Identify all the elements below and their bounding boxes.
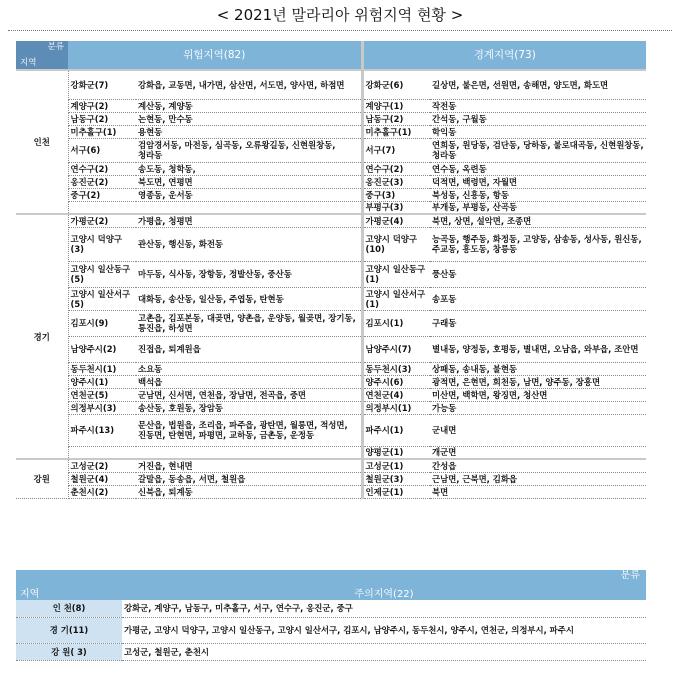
risk-table-row (16, 227, 646, 261)
risk-areas: 송산동, 호원동, 장암동 (136, 401, 362, 414)
risk-table-row (16, 188, 646, 201)
risk-areas (136, 201, 362, 214)
caution-corner-top: 분류 (620, 570, 640, 581)
warning-county: 양주시(6) (362, 375, 430, 388)
risk-county: 강화군(7) (68, 70, 136, 99)
risk-county: 철원군(4) (68, 472, 136, 485)
risk-county (68, 446, 136, 459)
warning-county: 미추홀구(1) (362, 125, 430, 138)
risk-areas: 소요동 (136, 362, 362, 375)
warning-county: 강화군(6) (362, 70, 430, 99)
risk-areas: 용현동 (136, 125, 362, 138)
risk-county: 옹진군(2) (68, 175, 136, 188)
risk-table-row (16, 201, 646, 214)
risk-county (68, 201, 136, 214)
caution-areas: 고성군, 철원군, 춘천시 (122, 643, 646, 660)
warning-areas: 길상면, 불은면, 선원면, 송해면, 양도면, 화도면 (430, 70, 646, 99)
risk-areas: 북도면, 연평면 (136, 175, 362, 188)
warning-county: 부평구(3) (362, 201, 430, 214)
risk-areas: 송도동, 청학동, (136, 162, 362, 175)
risk-table-row (16, 214, 646, 227)
warning-county: 가평군(4) (362, 214, 430, 227)
risk-county: 파주시(13) (68, 414, 136, 446)
risk-table-header (16, 41, 646, 70)
risk-areas: 거진읍, 현내면 (136, 459, 362, 472)
risk-table-body (16, 41, 646, 498)
caution-areas: 가평군, 고양시 덕양구, 고양시 일산동구, 고양시 일산서구, 김포시, 남양주시, 동두천시, 양주시, 연천군, 의정부시, 파주시 (122, 617, 646, 643)
warning-areas: 북면, 상면, 설악면, 조종면 (430, 214, 646, 227)
warning-header: 경계지역(73) (362, 41, 646, 70)
risk-areas: 계산동, 계양동 (136, 99, 362, 112)
risk-areas: 가평읍, 청평면 (136, 214, 362, 227)
risk-table-row (16, 138, 646, 162)
warning-areas: 북면 (430, 485, 646, 498)
warning-county: 연수구(2) (362, 162, 430, 175)
risk-county: 계양구(2) (68, 99, 136, 112)
warning-areas: 상패동, 송내동, 불현동 (430, 362, 646, 375)
warning-county: 양평군(1) (362, 446, 430, 459)
risk-county: 고양시 일산동구(5) (68, 261, 136, 287)
warning-areas: 간성읍 (430, 459, 646, 472)
risk-areas: 군남면, 신서면, 연천읍, 장남면, 전곡읍, 중면 (136, 388, 362, 401)
warning-county: 고성군(1) (362, 459, 430, 472)
warning-areas: 가능동 (430, 401, 646, 414)
risk-areas: 강화읍, 교동면, 내가면, 삼산면, 서도면, 양사면, 하점면 (136, 70, 362, 99)
caution-table-body (16, 570, 646, 660)
risk-county: 남양주시(2) (68, 336, 136, 362)
caution-region: 경 기(11) (16, 617, 122, 643)
risk-county: 미추홀구(1) (68, 125, 136, 138)
risk-areas: 문산읍, 법원읍, 조리읍, 파주읍, 광탄면, 월롱면, 적성면, 진동면, 탄현면, 파평면, 교하동, 금촌동, 운정동 (136, 414, 362, 446)
risk-table-row (16, 125, 646, 138)
warning-county: 계양구(1) (362, 99, 430, 112)
warning-areas: 송포동 (430, 287, 646, 310)
warning-areas: 광적면, 은현면, 회천동, 남면, 양주동, 장흥면 (430, 375, 646, 388)
caution-table-row (16, 617, 646, 643)
risk-county: 가평군(2) (68, 214, 136, 227)
risk-table-row (16, 99, 646, 112)
risk-table-row (16, 446, 646, 459)
warning-county: 동두천시(3) (362, 362, 430, 375)
risk-county: 의정부시(3) (68, 401, 136, 414)
warning-areas: 북성동, 신흥동, 항동 (430, 188, 646, 201)
corner-bottom-label: 지역 (20, 58, 37, 68)
risk-table-row (16, 362, 646, 375)
risk-table (16, 41, 646, 499)
warning-county: 파주시(1) (362, 414, 430, 446)
warning-areas: 구래동 (430, 310, 646, 336)
warning-areas: 미산면, 백학면, 왕징면, 청산면 (430, 388, 646, 401)
risk-header: 위험지역(82) (183, 49, 246, 61)
risk-county: 연천군(5) (68, 388, 136, 401)
risk-county: 중구(2) (68, 188, 136, 201)
caution-region: 강 원( 3) (16, 643, 122, 660)
warning-areas: 능곡동, 행주동, 화정동, 고양동, 삼송동, 성사동, 원신동, 주교동, 흥도동, 창릉동 (430, 227, 646, 261)
risk-table-row (16, 375, 646, 388)
warning-areas: 별내동, 양정동, 호평동, 별내면, 오남읍, 와부읍, 조안면 (430, 336, 646, 362)
risk-county: 서구(6) (68, 138, 136, 162)
risk-county: 연수구(2) (68, 162, 136, 175)
risk-table-row (16, 112, 646, 125)
region-name: 경기 (16, 214, 68, 459)
caution-table-row (16, 600, 646, 617)
risk-table-row (16, 287, 646, 310)
risk-areas: 백석읍 (136, 375, 362, 388)
warning-county: 고양시 덕양구(10) (362, 227, 430, 261)
risk-table-row (16, 459, 646, 472)
risk-table-row (16, 310, 646, 336)
warning-areas: 작전동 (430, 99, 646, 112)
corner-cell (16, 41, 68, 70)
risk-county: 김포시(9) (68, 310, 136, 336)
caution-areas: 강화군, 계양구, 남동구, 미추홀구, 서구, 연수구, 옹진군, 중구 (122, 600, 646, 617)
caution-table-row (16, 643, 646, 660)
warning-areas: 연희동, 원당동, 검단동, 당하동, 불로대곡동, 신현원창동, 청라동 (430, 138, 646, 162)
risk-table-row (16, 261, 646, 287)
warning-areas: 학익동 (430, 125, 646, 138)
risk-areas: 마두동, 식사동, 장항동, 정발산동, 중산동 (136, 261, 362, 287)
warning-county: 옹진군(3) (362, 175, 430, 188)
risk-county: 고양시 덕양구(3) (68, 227, 136, 261)
risk-table-row (16, 336, 646, 362)
risk-table-row (16, 401, 646, 414)
warning-county: 의정부시(1) (362, 401, 430, 414)
warning-county: 중구(3) (362, 188, 430, 201)
risk-county: 양주시(1) (68, 375, 136, 388)
risk-county: 고성군(2) (68, 459, 136, 472)
caution-header-cell (122, 570, 646, 600)
risk-areas: 신북읍, 퇴계동 (136, 485, 362, 498)
risk-areas: 고촌읍, 김포본동, 대곶면, 양촌읍, 운양동, 월곶면, 장기동, 통진읍, 하성면 (136, 310, 362, 336)
region-name: 인천 (16, 70, 68, 214)
risk-table-row (16, 175, 646, 188)
risk-areas: 진접읍, 퇴계원읍 (136, 336, 362, 362)
risk-table-row (16, 414, 646, 446)
risk-table-row (16, 162, 646, 175)
risk-table-row (16, 388, 646, 401)
risk-areas: 갈말읍, 동송읍, 서면, 철원읍 (136, 472, 362, 485)
risk-areas (136, 446, 362, 459)
warning-county: 고양시 일산동구(1) (362, 261, 430, 287)
warning-county: 철원군(3) (362, 472, 430, 485)
caution-region: 인 천(8) (16, 600, 122, 617)
risk-table-row (16, 70, 646, 99)
warning-county: 남양주시(7) (362, 336, 430, 362)
warning-county: 연천군(4) (362, 388, 430, 401)
page-title: < 2021년 말라리아 위험지역 현황 > (216, 6, 464, 24)
warning-areas: 근남면, 근북면, 김화읍 (430, 472, 646, 485)
risk-county: 춘천시(2) (68, 485, 136, 498)
warning-areas: 군내면 (430, 414, 646, 446)
warning-county: 서구(7) (362, 138, 430, 162)
risk-areas: 검암경서동, 마전동, 심곡동, 오류왕길동, 신현원창동, 청라동 (136, 138, 362, 162)
warning-county: 남동구(2) (362, 112, 430, 125)
risk-areas: 관산동, 행신동, 화전동 (136, 227, 362, 261)
title-divider (8, 30, 672, 31)
warning-areas: 풍산동 (430, 261, 646, 287)
risk-table-row (16, 485, 646, 498)
warning-areas: 개군면 (430, 446, 646, 459)
risk-county: 고양시 일산서구(5) (68, 287, 136, 310)
risk-areas: 논현동, 만수동 (136, 112, 362, 125)
warning-county: 고양시 일산서구(1) (362, 287, 430, 310)
region-name: 강원 (16, 459, 68, 498)
caution-table (16, 570, 646, 661)
risk-table-row (16, 472, 646, 485)
warning-county: 김포시(1) (362, 310, 430, 336)
risk-areas: 대화동, 송산동, 일산동, 주엽동, 탄현동 (136, 287, 362, 310)
risk-county: 동두천시(1) (68, 362, 136, 375)
warning-county: 인제군(1) (362, 485, 430, 498)
risk-county: 남동구(2) (68, 112, 136, 125)
warning-areas: 연수동, 옥련동 (430, 162, 646, 175)
warning-areas: 부개동, 부평동, 산곡동 (430, 201, 646, 214)
caution-corner-bottom: 지역 (16, 570, 122, 600)
corner-top-label: 분류 (47, 42, 64, 52)
risk-areas: 영종동, 운서동 (136, 188, 362, 201)
warning-areas: 덕적면, 백령면, 자월면 (430, 175, 646, 188)
warning-areas: 간석동, 구월동 (430, 112, 646, 125)
caution-header: 주의지역(22) (354, 589, 414, 600)
caution-table-header (16, 570, 646, 600)
